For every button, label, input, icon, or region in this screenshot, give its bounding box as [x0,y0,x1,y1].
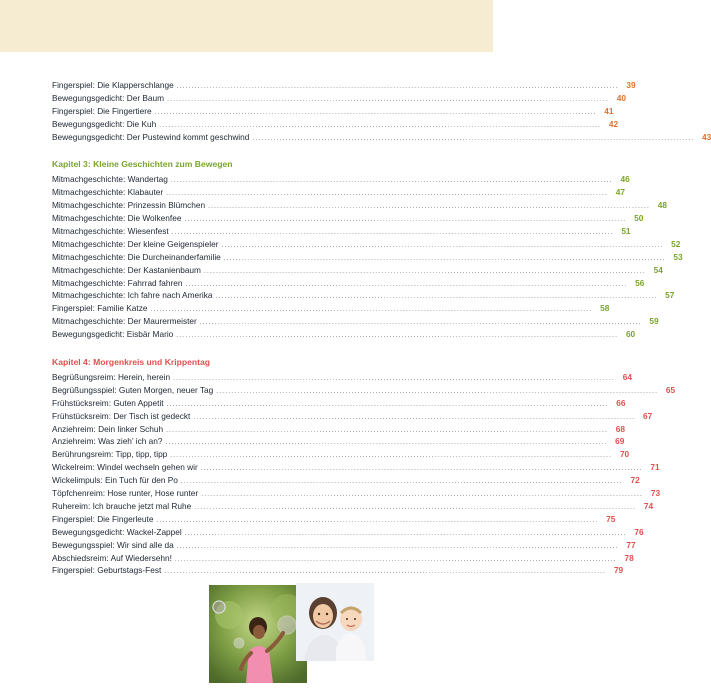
toc-entry-title: Bewegungsgedicht: Die Kuh [52,118,157,129]
toc-page-number: 50 [634,213,644,224]
toc-leader-dots: ................................................................................................................................................... [159,121,602,129]
toc-entry-title: Abschiedsreim: Auf Wiedersehn! [52,552,172,563]
toc-entry-title: Fingerspiel: Geburtstags-Fest [52,565,162,576]
toc-leader-dots: ................................................................................................................................................... [200,465,643,473]
toc-leader-dots: ................................................................................................................................................... [185,280,628,288]
toc-leader-dots: ................................................................................................................................................... [176,542,619,550]
toc-leader-dots: ................................................................................................................................................... [194,503,637,511]
toc-page-number: 68 [615,423,626,434]
toc-page-number: 57 [665,290,675,301]
toc-entry-title: Wickelimpuls: Ein Tuch für den Po [52,475,178,486]
toc-entry-title: Fingerspiel: Die Klapperschlange [52,80,174,90]
toc-entry[interactable] [52,238,681,251]
toc-entry-title: Frühstücksreim: Der Tisch ist gedeckt [52,410,191,421]
toc-entry-title: Bewegungsgedicht: Der Baum [52,92,165,103]
toc-page-number: 65 [665,384,676,395]
toc-group-chapter2-end [52,79,711,143]
toc-entry[interactable] [52,526,644,539]
toc-page-number: 47 [615,187,626,198]
toc-entry-title: Mitmachgeschichte: Der Kastanienbaum [52,264,201,275]
toc-page-number: 69 [615,436,625,447]
toc-page-number: 41 [604,105,614,116]
toc-page-number: 58 [600,303,610,314]
toc-page-number: 40 [616,92,626,103]
toc-entry-title: Bewegungsspiel: Wir sind alle da [52,539,174,550]
toc-leader-dots: ................................................................................................................................................... [173,375,615,383]
toc-entry[interactable] [52,92,626,105]
toc-leader-dots: ................................................................................................................................................... [221,241,664,249]
toc-entry-title: Bewegungsgedicht: Wackel-Zappel [52,526,182,537]
toc-entry[interactable] [52,500,654,513]
toc-leader-dots: ................................................................................................................................................... [164,568,607,576]
toc-page-number: 79 [613,565,624,576]
toc-page-number: 59 [649,316,659,327]
toc-entry-title: Fingerspiel: Die Fingertiere [52,105,152,116]
toc-entry[interactable] [52,410,653,423]
toc-leader-dots: ................................................................................................................................................... [208,203,650,211]
toc-entry[interactable] [52,371,632,384]
toc-entry[interactable] [52,212,644,225]
toc-page-number: 51 [621,226,631,237]
toc-entry-title: Frühstücksreim: Guten Appetit [52,397,164,408]
toc-leader-dots: ................................................................................................................................................... [174,555,617,563]
toc-entry[interactable] [52,131,711,144]
toc-entry[interactable] [52,251,683,264]
toc-page-number: 76 [634,526,644,537]
toc-group-chapter3 [52,173,683,341]
chapter-4-heading[interactable]: Kapitel 4: Morgenkreis und Krippentag [52,357,211,368]
toc-entry-title: Mitmachgeschichte: Die Wolkenfee [52,213,182,224]
toc-entry-title: Mitmachgeschichte: Ich fahre nach Amerika [52,290,213,301]
toc-page-number: 70 [619,449,630,460]
toc-page-number: 46 [620,174,630,185]
toc-entry[interactable] [52,118,619,131]
toc-entry[interactable] [52,277,645,290]
toc-entry[interactable] [52,79,636,92]
toc-entry[interactable] [52,199,667,212]
toc-leader-dots: ................................................................................................................................................... [166,190,609,198]
toc-entry-title: Mitmachgeschichte: Wandertag [52,174,168,185]
toc-page-number: 43 [702,131,711,142]
toc-page-number: 71 [650,462,660,473]
toc-entry-title: Fingerspiel: Die Fingerleute [52,513,154,524]
grandmother-with-baby-photo [296,583,374,661]
toc-entry-title: Ruhereim: Ich brauche jetzt mal Ruhe [52,500,192,511]
toc-page-number: 56 [635,277,645,288]
toc-entry-title: Bewegungsgedicht: Eisbär Mario [52,329,174,340]
toc-entry[interactable] [52,328,636,341]
chapter-3-heading[interactable]: Kapitel 3: Kleine Geschichten zum Bewegen [52,159,233,170]
toc-entry[interactable] [52,384,676,397]
toc-leader-dots: ................................................................................................................................................... [252,134,695,142]
toc-entry-title: Mitmachgeschichte: Der kleine Geigenspieler [52,238,219,249]
toc-page-number: 72 [630,475,640,486]
toc-leader-dots: ................................................................................................................................................... [165,439,608,447]
toc-entry[interactable] [52,397,626,410]
toc-entry-title: Anziehreim: Dein linker Schuh [52,423,164,434]
toc-page-number: 73 [650,488,661,499]
toc-entry-title: Mitmachgeschichte: Der Maurermeister [52,316,197,327]
toc-entry-title: Mitmachgeschichte: Prinzessin Blümchen [52,200,206,211]
toc-entry[interactable] [52,173,630,186]
toc-leader-dots: ................................................................................................................................................... [199,319,642,327]
toc-leader-dots: ................................................................................................................................................... [156,516,599,524]
toc-entry-title: Begrüßungsreim: Herein, herein [52,372,171,383]
toc-entry[interactable] [52,487,661,500]
toc-page-number: 48 [657,200,667,211]
toc-entry-title: Töpfchenreim: Hose runter, Hose runter [52,488,199,499]
child-with-soap-bubbles-photo [209,585,307,683]
toc-entry-title: Anziehreim: Was zieh’ ich an? [52,436,163,447]
toc-entry[interactable] [52,264,663,277]
toc-entry[interactable] [52,564,624,577]
toc-entry-title: Bewegungsgedicht: Der Pustewind kommt geschwind [52,131,250,142]
toc-page-number: 75 [606,513,616,524]
toc-page-number: 52 [671,238,681,249]
toc-leader-dots: ................................................................................................................................................... [193,413,636,421]
toc-entry-title: Wickelreim: Windel wechseln gehen wir [52,462,198,473]
toc-leader-dots: ................................................................................................................................................... [154,108,597,116]
toc-leader-dots: ................................................................................................................................................... [215,293,658,301]
toc-entry[interactable] [52,289,675,302]
toc-leader-dots: ................................................................................................................................................... [170,452,613,460]
toc-leader-dots: ................................................................................................................................................... [150,306,593,314]
toc-leader-dots: ................................................................................................................................................... [184,529,627,537]
toc-leader-dots: ................................................................................................................................................... [184,216,627,224]
toc-entry[interactable] [52,448,630,461]
toc-leader-dots: ................................................................................................................................................... [171,229,614,237]
wavy-border [0,38,493,54]
toc-page-number: 39 [626,80,636,90]
toc-entry-title: Mitmachgeschichte: Wiesenfest [52,226,169,237]
toc-page-number: 54 [653,264,663,275]
toc-entry-title: Mitmachgeschichte: Klabauter [52,187,164,198]
toc-entry[interactable] [52,474,640,487]
toc-entry[interactable] [52,552,634,565]
toc-entry[interactable] [52,105,614,118]
toc-entry[interactable] [52,302,610,315]
toc-leader-dots: ................................................................................................................................................... [216,387,659,395]
toc-page-number: 53 [673,251,683,262]
toc-entry[interactable] [52,315,659,328]
decorative-top-band [0,0,493,52]
toc-page-number: 77 [626,539,636,550]
toc-entry[interactable] [52,423,626,436]
toc-page-number: 42 [608,118,619,129]
toc-leader-dots: ................................................................................................................................................... [223,254,666,262]
toc-leader-dots: ................................................................................................................................................... [170,177,613,185]
toc-page-number: 66 [616,397,626,408]
toc-entry[interactable] [52,513,616,526]
table-of-contents [52,79,711,577]
toc-page-number: 74 [643,500,654,511]
toc-entry-title: Berührungsreim: Tipp, tipp, tipp [52,449,168,460]
toc-entry[interactable] [52,186,626,199]
toc-entry[interactable] [52,225,631,238]
toc-page-number: 64 [622,372,632,383]
toc-page-number: 78 [624,552,634,563]
toc-leader-dots: ................................................................................................................................................... [203,267,646,275]
toc-leader-dots: ................................................................................................................................................... [166,426,609,434]
toc-leader-dots: ................................................................................................................................................... [176,83,619,90]
toc-entry[interactable] [52,539,636,552]
toc-entry[interactable] [52,435,625,448]
toc-entry[interactable] [52,461,660,474]
toc-leader-dots: ................................................................................................................................................... [180,478,623,486]
toc-entry-title: Begrüßungsspiel: Guten Morgen, neuer Tag [52,384,214,395]
toc-entry-title: Mitmachgeschichte: Die Durcheinanderfamilie [52,251,221,262]
toc-leader-dots: ................................................................................................................................................... [201,491,644,499]
toc-leader-dots: ................................................................................................................................................... [176,332,619,340]
toc-entry-title: Fingerspiel: Familie Katze [52,303,148,314]
toc-page-number: 60 [625,329,636,340]
toc-group-chapter4 [52,371,676,577]
toc-page-number: 67 [642,410,653,421]
toc-leader-dots: ................................................................................................................................................... [167,95,609,103]
toc-entry-title: Mitmachgeschichte: Fahrrad fahren [52,277,183,288]
toc-leader-dots: ................................................................................................................................................... [166,400,609,408]
